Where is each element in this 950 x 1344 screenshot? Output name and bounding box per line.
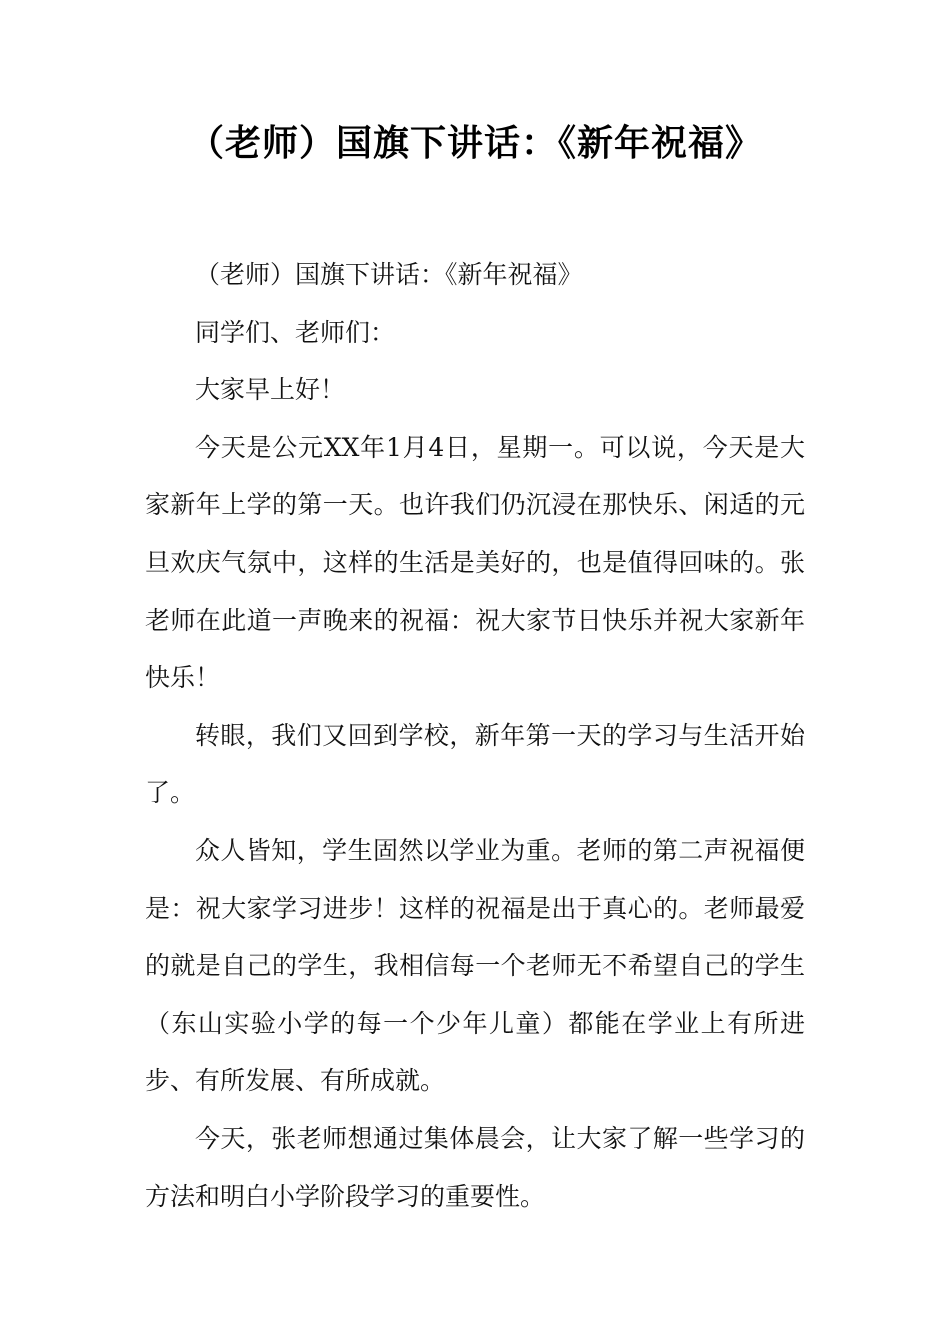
paragraph-greeting-audience: 同学们、老师们：	[195, 317, 396, 347]
paragraph-new-year-day: 今天是公元XX年1月4日，星期一。可以说，今天是大家新年上学的第一天。也许我们仍沉浸在那快乐、闲适的元旦欢庆气氛中，这样的生活是美好的，也是值得回味的。张老师在此道一声晚来的祝福：祝大家节日快乐并祝大家新年快乐！	[145, 432, 805, 693]
document-body	[145, 246, 805, 1225]
paragraph-study-wishes: 众人皆知，学生固然以学业为重。老师的第二声祝福便是：祝大家学习进步！这样的祝福是出于真心的。老师最爱的就是自己的学生，我相信每一个老师无不希望自己的学生（东山实验小学的每一个少年儿童）都能在学业上有所进步、有所发展、有所成就。	[145, 835, 805, 1096]
document-title: （老师）国旗下讲话：《新年祝福》	[187, 123, 762, 164]
paragraph-subtitle: （老师）国旗下讲话：《新年祝福》	[195, 260, 583, 289]
paragraph-morning-meeting: 今天，张老师想通过集体晨会，让大家了解一些学习的方法和明白小学阶段学习的重要性。	[145, 1123, 805, 1211]
paragraph-back-to-school: 转眼，我们又回到学校，新年第一天的学习与生活开始了。	[145, 720, 805, 808]
paragraph-good-morning: 大家早上好！	[195, 375, 346, 405]
